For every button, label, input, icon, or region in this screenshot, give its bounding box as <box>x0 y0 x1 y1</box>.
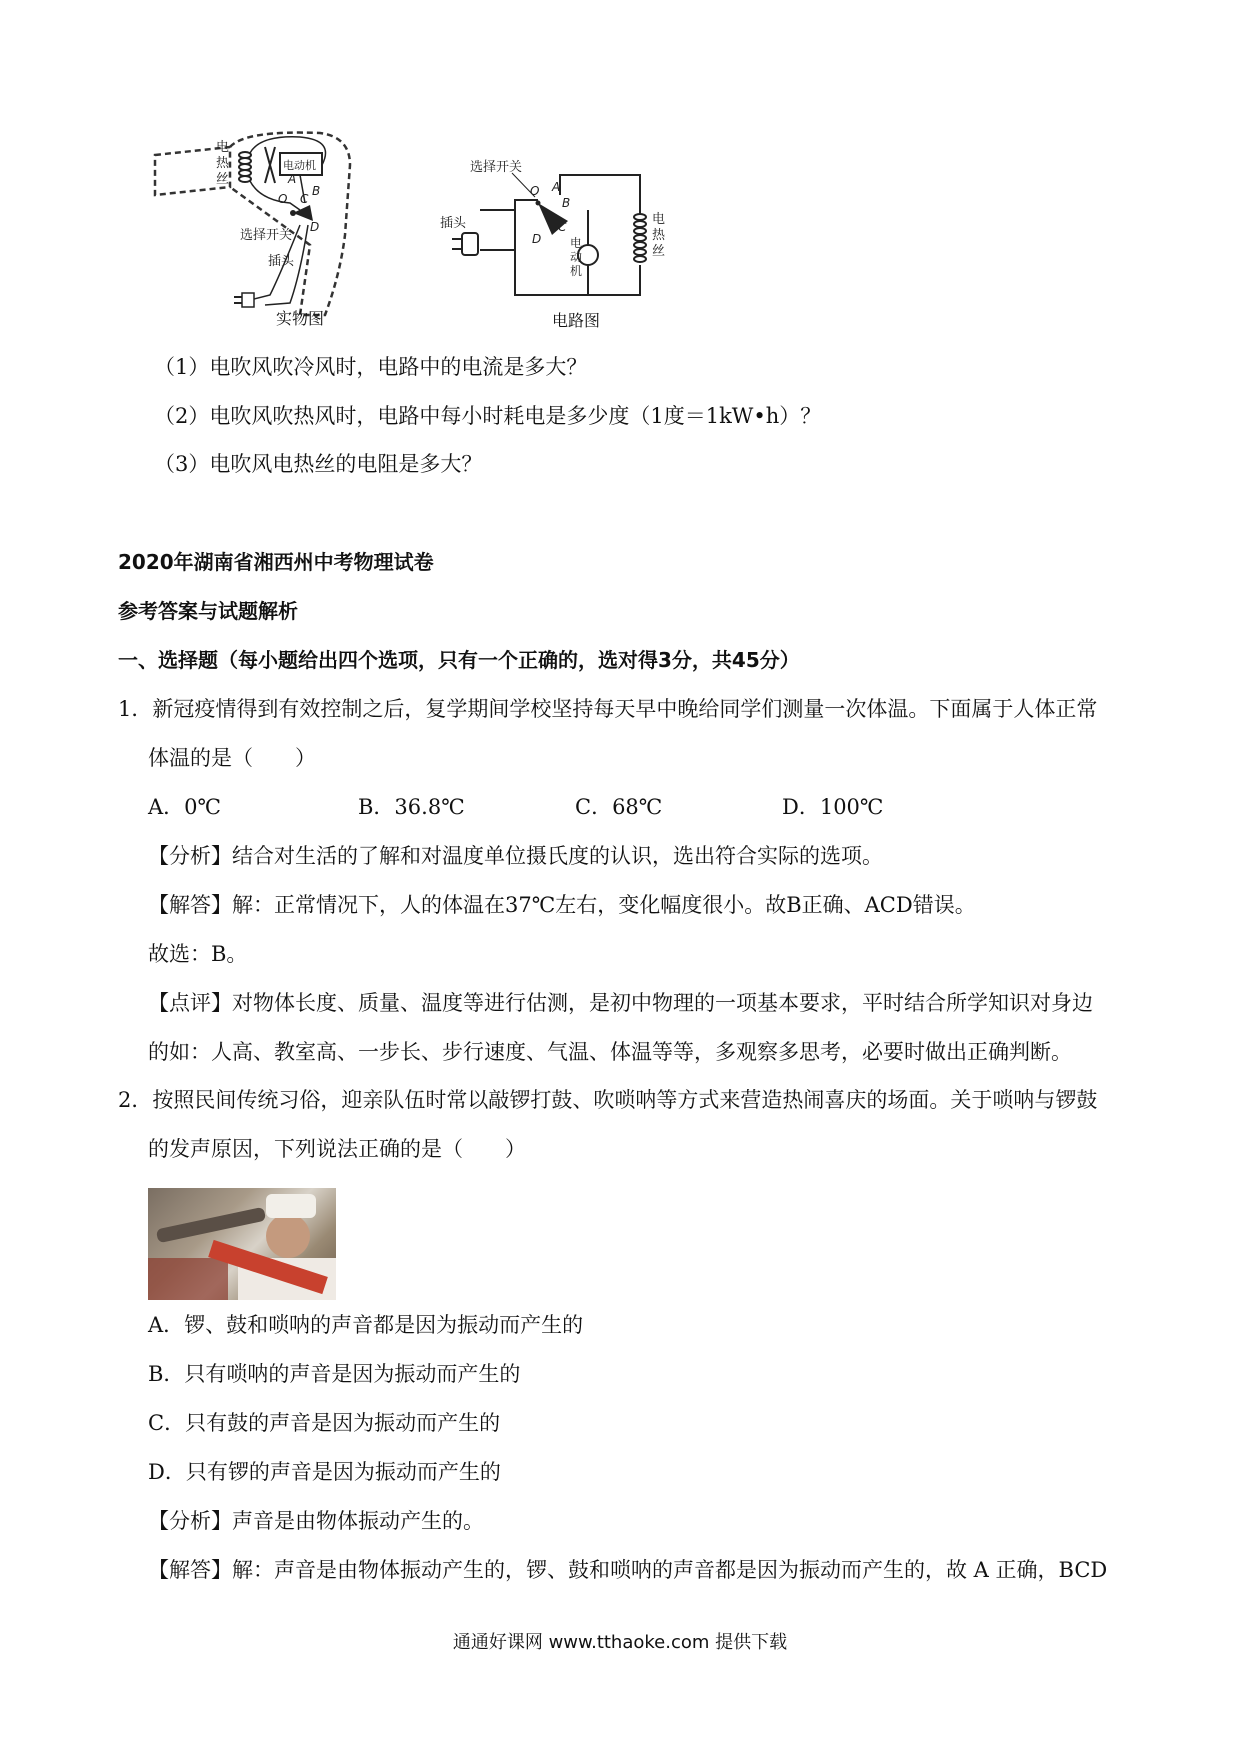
label-c: C <box>300 192 309 206</box>
svg-text:机: 机 <box>570 264 583 278</box>
svg-text:动: 动 <box>570 250 583 264</box>
svg-text:丝: 丝 <box>216 172 230 187</box>
motor-label: 电动机 <box>283 159 316 172</box>
q1-analysis: 【分析】结合对生活的了解和对温度单位摄氏度的认识，选出符合实际的选项。 <box>148 844 883 868</box>
label-a: A <box>288 172 297 186</box>
answer-subtitle: 参考答案与试题解析 <box>118 599 298 623</box>
q1-option-a: A．0℃ <box>148 795 222 819</box>
circuit-figure-caption: 电路图 <box>552 311 601 330</box>
circuit-label-b: B <box>562 196 571 210</box>
svg-text:热: 热 <box>216 156 230 171</box>
circuit-switch-label: 选择开关 <box>470 160 523 175</box>
circuit-diagram <box>440 155 680 325</box>
q1-comment-line2: 的如：人高、教室高、一步长、步行速度、气温、体温等等，多观察多思考，必要时做出正确判断。 <box>148 1040 1072 1064</box>
q2-stem-line1: 2．按照民间传统习俗，迎亲队伍时常以敲锣打鼓、吹唢呐等方式来营造热闹喜庆的场面。关于唢呐与锣鼓 <box>118 1088 1098 1112</box>
answer-title: 2020年湖南省湘西州中考物理试卷 <box>118 550 434 574</box>
svg-text:电: 电 <box>570 236 583 250</box>
plug-label: 插头 <box>268 254 295 269</box>
q2-option-d: D．只有锣的声音是因为振动而产生的 <box>148 1460 501 1484</box>
q1-option-d: D．100℃ <box>782 795 884 819</box>
circuit-label-d: D <box>532 232 542 246</box>
switch-label: 选择开关 <box>240 228 293 243</box>
page-footer: 通通好课网 www.tthaoke.com 提供下载 <box>452 1632 788 1653</box>
q2-option-c: C．只有鼓的声音是因为振动而产生的 <box>148 1411 501 1435</box>
q1-option-b: B．36.8℃ <box>358 795 465 819</box>
hair-dryer-physical-figure <box>150 125 400 335</box>
label-d: D <box>310 220 320 234</box>
svg-text:电: 电 <box>216 140 230 155</box>
q1-stem-line1: 1．新冠疫情得到有效控制之后，复学期间学校坚持每天早中晚给同学们测量一次体温。下面属于人体正常 <box>118 697 1098 721</box>
q1-stem-line2: 体温的是（ ） <box>148 746 316 770</box>
q2-option-a: A．锣、鼓和唢呐的声音都是因为振动而产生的 <box>148 1313 584 1337</box>
svg-text:热: 热 <box>652 228 666 243</box>
circuit-label-a: A <box>552 180 561 194</box>
q2-stem-line2: 的发声原因，下列说法正确的是（ ） <box>148 1137 526 1161</box>
q1-comment-line1: 【点评】对物体长度、质量、温度等进行估测，是初中物理的一项基本要求，平时结合所学知识对身边 <box>148 991 1093 1015</box>
svg-text:丝: 丝 <box>652 244 666 259</box>
label-b: B <box>312 184 321 198</box>
circuit-plug-label: 插头 <box>440 216 467 231</box>
q2-option-b: B．只有唢呐的声音是因为振动而产生的 <box>148 1362 521 1386</box>
q1-solution: 【解答】解：正常情况下，人的体温在37℃左右，变化幅度很小。故B正确、ACD错误。 <box>148 893 976 917</box>
q2-analysis: 【分析】声音是由物体振动产生的。 <box>148 1509 484 1533</box>
circuit-label-c: C <box>558 220 567 234</box>
svg-text:电: 电 <box>652 212 666 227</box>
physical-figure-caption: 实物图 <box>276 309 325 328</box>
subquestion-1: （1）电吹风吹冷风时，电路中的电流是多大？ <box>154 355 588 379</box>
circuit-label-o: O <box>530 184 540 198</box>
q1-choice: 故选：B。 <box>148 942 248 966</box>
q1-option-c: C．68℃ <box>575 795 663 819</box>
label-o: O <box>278 192 288 206</box>
section-heading: 一、选择题（每小题给出四个选项，只有一个正确的，选对得3分，共45分） <box>118 648 800 672</box>
suona-player-photo <box>148 1188 336 1300</box>
subquestion-2: （2）电吹风吹热风时，电路中每小时耗电是多少度（1度＝1kW•h）？ <box>154 404 822 428</box>
q2-solution: 【解答】解：声音是由物体振动产生的，锣、鼓和唢呐的声音都是因为振动而产生的，故 A 正确，BCD <box>148 1558 1108 1582</box>
subquestion-3: （3）电吹风电热丝的电阻是多大？ <box>154 452 483 476</box>
